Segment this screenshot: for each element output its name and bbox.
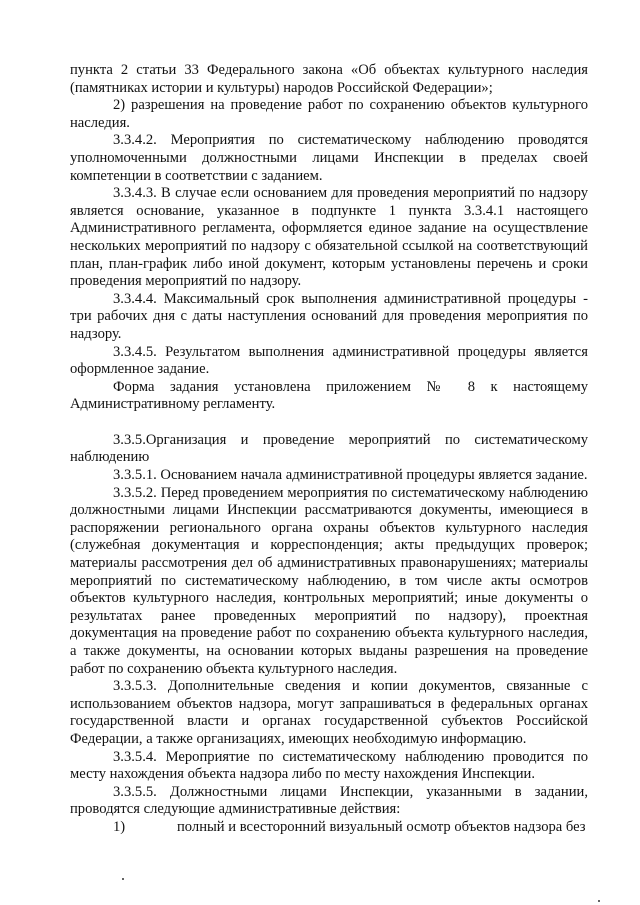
paragraph-3-3-5-4: 3.3.5.4. Мероприятие по систематическому наблюдению проводится по месту нахождения объекта надзора либо по месту нахождения Инспекции. <box>70 748 588 783</box>
scan-speck <box>122 878 124 880</box>
paragraph-3-3-4-3: 3.3.4.3. В случае если основанием для проведения мероприятий по надзору является основание, указанное в подпункте 1 пункта 3.3.4.1 настоящего Административного регламента, оформляется единое задание на осуществление нескольких мероприятий по надзору с обязательной ссылкой на соответствующий план, план-график либо иной документ, которым установлены перечень и сроки проведения мероприятий по надзору. <box>70 185 588 290</box>
paragraph-3-3-5-3: 3.3.5.3. Дополнительные сведения и копии документов, связанные с использованием объектов надзора, могут запрашиваться в федеральных органах государственной власти и органах государственной субъектов Российской Федерации, а также организациях, имеющих необходимую информацию. <box>70 678 588 747</box>
paragraph-3-3-4-4: 3.3.4.4. Максимальный срок выполнения административной процедуры - три рабочих дня с даты наступления оснований для проведения мероприятия по надзору. <box>70 290 588 342</box>
list-item <box>70 819 588 837</box>
paragraph-3-3-5-5: 3.3.5.5. Должностными лицами Инспекции, указанными в задании, проводятся следующие административные действия: <box>70 783 588 818</box>
paragraph-3-3-4-5: 3.3.4.5. Результатом выполнения административной процедуры является оформленное задание. <box>70 343 588 378</box>
section-heading-3-3-5: 3.3.5.Организация и проведение мероприятий по систематическому наблюдению <box>70 431 588 466</box>
list-item-number: 1) <box>113 818 126 835</box>
paragraph-3-3-5-2: 3.3.5.2. Перед проведением мероприятия по систематическому наблюдению должностными лицами Инспекции рассматриваются документы, имеющиеся в распоряжении регионального органа охраны объектов культурного наследия (служебная документация и корреспонденция; акты предыдущих проверок; материалы рассмотрения дел об административных правонарушениях; материалы мероприятий по систематическому наблюдению, в том числе акты осмотров объектов культурного наследия, контрольных мероприятий; иные документы о результатах ранее проведенных мероприятий по надзору), проектная документация на проведение работ по сохранению объекта культурного наследия, а также документы, на основании которых выданы разрешения на проведение работ по сохранению объекта культурного наследия. <box>70 484 588 677</box>
document-body <box>70 62 588 837</box>
paragraph-law-reference: пункта 2 статьи 33 Федерального закона «Об объектах культурного наследия (памятниках истории и культуры) народов Российской Федерации»; <box>70 62 588 96</box>
paragraph-3-3-5-1: 3.3.5.1. Основанием начала административной процедуры является задание. <box>113 467 588 484</box>
section-gap <box>70 414 588 432</box>
paragraph-3-3-4-2: 3.3.4.2. Мероприятия по систематическому наблюдению проводятся уполномоченными должностными лицами Инспекции в пределах своей компетенции в соответствии с заданием. <box>70 132 588 184</box>
list-item-text: полный и всесторонний визуальный осмотр объектов надзора без <box>177 818 586 835</box>
paragraph-permits: 2) разрешения на проведение работ по сохранению объектов культурного наследия. <box>70 97 588 131</box>
scan-speck <box>598 900 600 902</box>
paragraph-form-reference: Форма задания установлена приложением № 8 к настоящему Административному регламенту. <box>70 378 588 413</box>
